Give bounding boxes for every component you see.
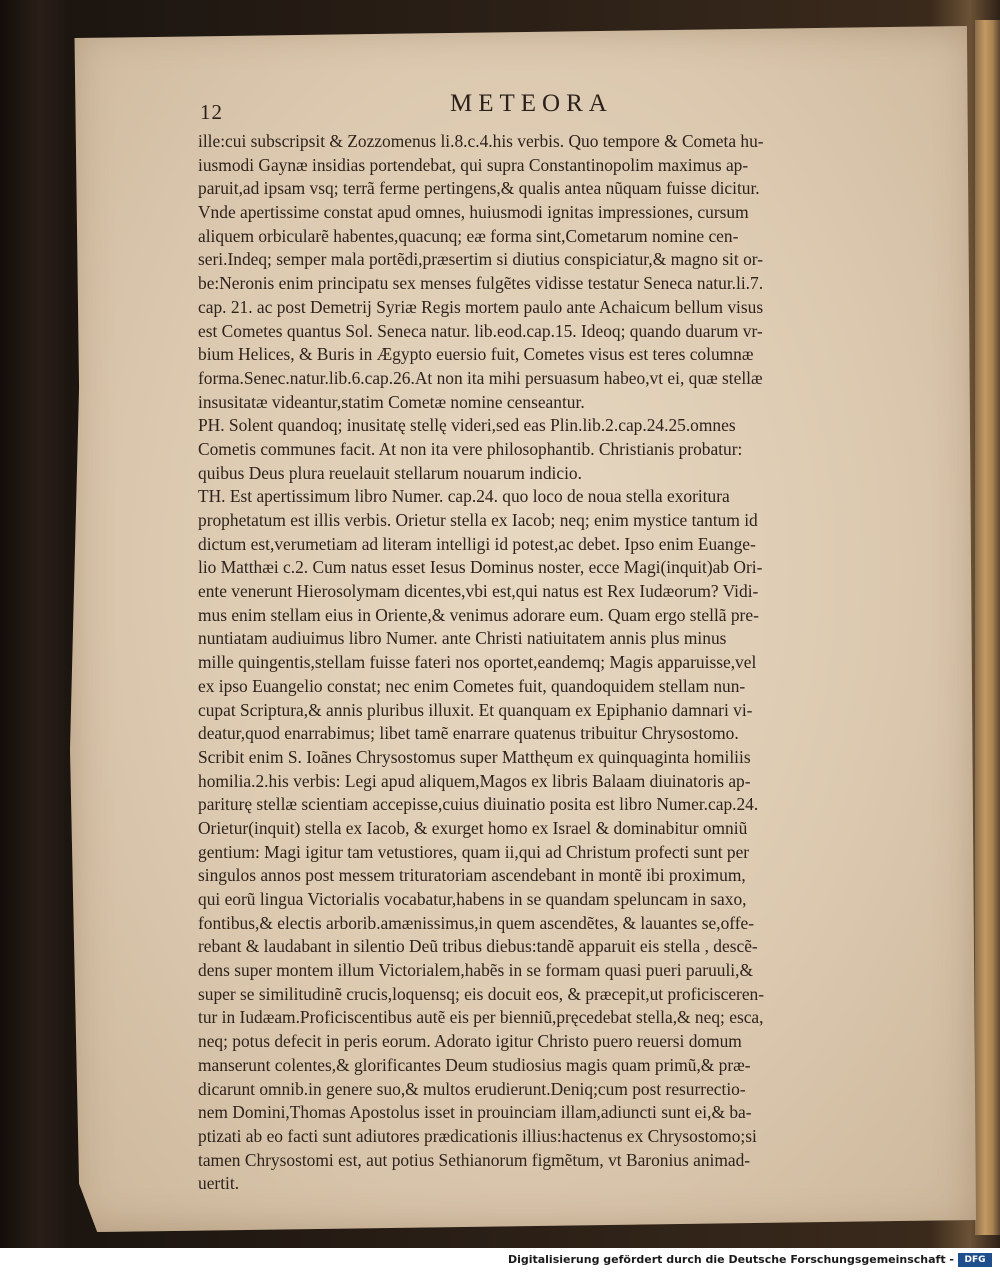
text-line: cap. 21. ac post Demetrij Syriæ Regis mortem paulo ante Achaicum bellum visus — [198, 296, 764, 317]
text-line: iusmodi Gaynæ insidias portendebat, qui supra Constantinopolim maximus ap- — [198, 154, 749, 175]
text-line: manserunt colentes,& glorificantes Deum studiosius magis quam primũ,& præ- — [198, 1054, 751, 1075]
text-line: PH. Solent quandoq; inusitatę stellę videri,sed eas Plin.lib.2.cap.24.25.omnes — [198, 415, 736, 436]
funding-credit: Digitalisierung gefördert durch die Deutsche Forschungsgemeinschaft - — [507, 1253, 954, 1266]
text-line: Orietur(inquit) stella ex Iacob, & exurget homo ex Israel & dominabitur omniũ — [198, 817, 748, 838]
text-line: singulos annos post messem trituratoriam ascendebant in montẽ ibi proximum, — [198, 865, 746, 886]
text-line: dicarunt omnib.in genere suo,& multos erudierunt.Deniq;cum post resurrectio- — [198, 1078, 746, 1099]
text-line: mille quingentis,stellam fuisse fateri nos oportet,eandemq; Magis apparuisse,vel — [198, 652, 757, 673]
footer-bar — [0, 1248, 1000, 1272]
text-line: est Cometes quantus Sol. Seneca natur. lib.eod.cap.15. Ideoq; quando duarum vr- — [198, 320, 763, 341]
text-line: tur in Iudæam.Proficiscentibus autẽ eis per bienniũ,pręcedebat stella,& neq; esca, — [198, 1007, 764, 1028]
text-line: cupat Scriptura,& annis pluribus illuxit. Et quanquam ex Epiphanio damnari vi- — [198, 699, 753, 720]
page-header — [200, 90, 900, 124]
text-line: rebant & laudabant in silentio Deũ tribus diebus:tandẽ apparuit eis stella , descẽ- — [198, 936, 758, 957]
text-line: gentium: Magi igitur tam vetustiores, quam ii,qui ad Christum profecti sunt per — [198, 841, 750, 862]
text-line: qui eorũ lingua Victorialis vocabatur,habens in se quandam speluncam in saxo, — [198, 889, 747, 909]
text-line: be:Neronis enim principatu sex menses fulgẽtes vidisse testatur Seneca natur.li.7. — [198, 273, 764, 294]
text-line: bium Helices, & Buris in Ægypto euersio fuit, Cometes visus est teres columnæ — [198, 344, 754, 365]
text-line: tamen Chrysostomi est, aut potius Sethianorum figmẽtum, vt Baronius animad- — [198, 1149, 751, 1170]
page-number: 12 — [200, 100, 223, 124]
text-line: uertit. — [198, 1173, 240, 1194]
text-line: ptizati ab eo facti sunt adiutores prædicationis illius:hactenus ex Chrysostomo;si — [198, 1125, 757, 1146]
text-line: deatur,quod enarrabimus; libet tamẽ enarrare quatenus tribuitur Chrysostomo. — [198, 723, 739, 744]
text-line: dictum est,verumetiam ad literam intelligi id potest,ac debet. Ipso enim Euange- — [198, 533, 756, 554]
text-line: Vnde apertissime constat apud omnes, huiusmodi ignitas impressiones, cursum — [198, 202, 749, 223]
text-line: fontibus,& electis arborib.amænissimus,in quem ascendẽtes, & lauantes se,offe- — [198, 912, 755, 933]
text-line: forma.Senec.natur.lib.6.cap.26.At non ita mihi persuasum habeo,vt ei, quæ stellæ — [198, 367, 763, 388]
text-line: ente venerunt Hierosolymam dicentes,vbi est,qui natus est Rex Iudæorum? Vidi- — [198, 581, 759, 602]
dfg-logo: DFG — [958, 1253, 992, 1267]
text-line: lio Matthæi c.2. Cum natus esset Iesus Dominus noster, ecce Magi(inquit)ab Ori- — [198, 557, 763, 578]
text-line: super se similitudinẽ crucis,loquensq; eis docuit eos, & præcepit,ut proficisceren- — [198, 983, 765, 1004]
book-edge — [975, 20, 1000, 1235]
text-line: quibus Deus plura reuelauit stellarum nouarum indicio. — [198, 462, 582, 483]
text-line: pariturę stellæ scientiam accepisse,cuius diuinatio posita est libro Numer.cap.24. — [198, 794, 759, 815]
text-line: TH. Est apertissimum libro Numer. cap.24. quo loco de noua stella exoritura — [198, 486, 730, 507]
running-title: METEORA — [450, 90, 613, 117]
text-line: Scribit enim S. Ioãnes Chrysostomus super Matthęum ex quinquaginta homiliis — [198, 746, 751, 767]
text-line: prophetatum est illis verbis. Orietur stella ex Iacob; neq; enim mystice tantum id — [198, 510, 758, 530]
text-line: seri.Indeq; semper mala portẽdi,præsertim si diutius conspiciatur,& magno sit or- — [198, 249, 763, 270]
text-line: homilia.2.his verbis: Legi apud aliquem,Magos ex libris Balaam diuinatoris ap- — [198, 770, 751, 791]
text-line: ille:cui subscripsit & Zozzomenus li.8.c.4.his verbis. Quo tempore & Cometa hu- — [198, 131, 764, 151]
text-line: neq; potus defecit in peris eorum. Adorato igitur Christo puero reuersi domum — [198, 1031, 742, 1052]
text-line: nem Domini,Thomas Apostolus isset in prouinciam illam,adiuncti sunt ei,& ba- — [198, 1102, 752, 1123]
text-line: mus enim stellam eius in Oriente,& venimus adorare eum. Quam ergo stellã pre- — [198, 604, 759, 625]
text-line: dens super montem illum Victorialem,habẽs in se formam quasi pueri paruuli,& — [198, 960, 754, 981]
text-line: Cometis communes facit. At non ita vere philosophantib. Christianis probatur: — [198, 438, 743, 459]
text-line: nuntiatam audiuimus libro Numer. ante Christi natiuitatem annis plus minus — [198, 628, 727, 649]
text-line: ex ipso Euangelio constat; nec enim Cometes fuit, quandoquidem stellam nun- — [198, 675, 746, 696]
text-line: aliquem orbicularẽ habentes,quacunq; eæ forma sint,Cometarum nomine cen- — [198, 225, 739, 246]
text-line: paruit,ad ipsam vsq; terrã ferme pertingens,& qualis antea nũquam fuisse dicitur. — [198, 178, 760, 199]
body-text — [198, 130, 863, 1196]
text-line: insusitatæ videantur,statim Cometæ nomine censeantur. — [198, 391, 585, 412]
